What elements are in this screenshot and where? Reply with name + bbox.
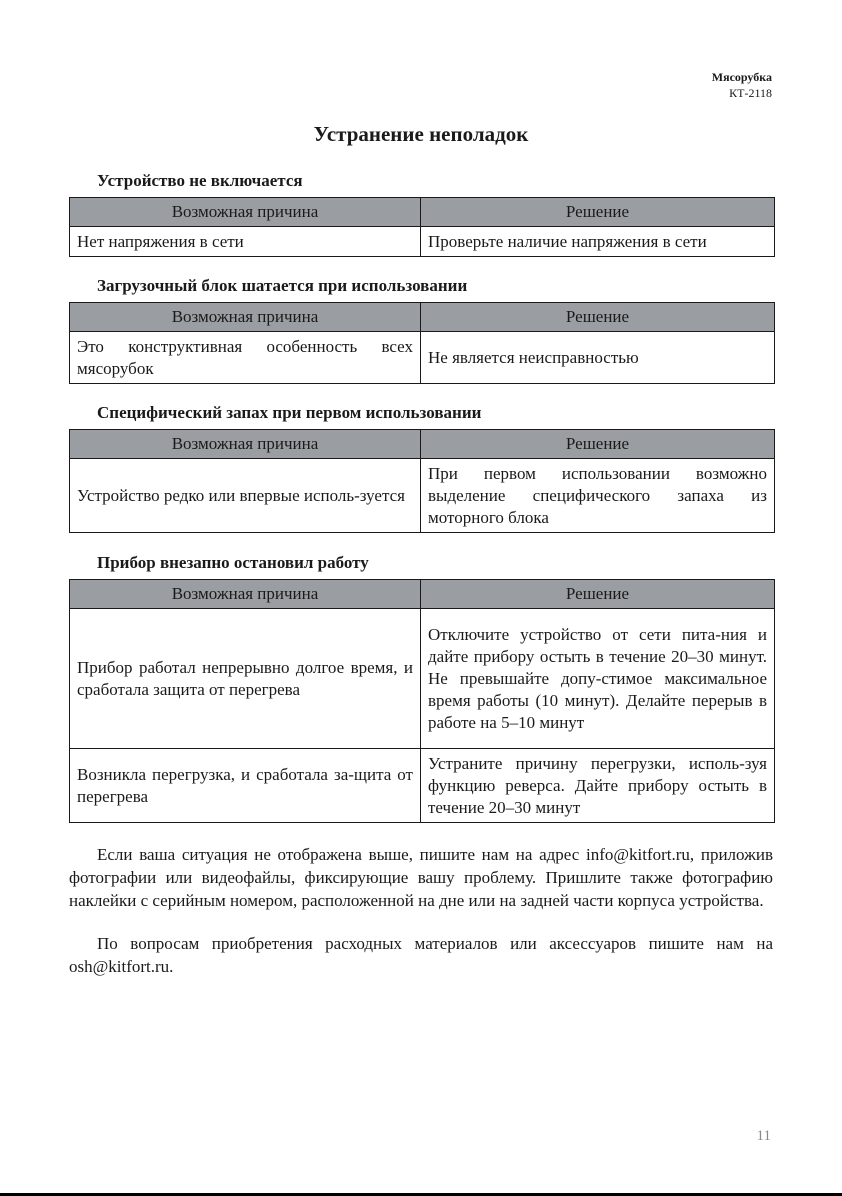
cause-cell: Нет напряжения в сети: [70, 227, 421, 257]
section-title: Загрузочный блок шатается при использовании: [97, 276, 468, 295]
cause-column-header: Возможная причина: [70, 580, 421, 609]
contact-paragraph: Если ваша ситуация не отображена выше, пишите нам на адрес info@kitfort.ru, приложив фотографии или видеофайлы, фиксирующие вашу проблему. Пришлите также фотографию наклейки с серийным номером, расположенной на дне или на задней части корпуса устройства.: [69, 845, 773, 910]
cause-cell: Устройство редко или впервые исполь-зуется: [70, 459, 421, 533]
model-number: КТ-2118: [729, 86, 772, 100]
troubleshooting-table: [69, 579, 775, 823]
table-header-row: [70, 303, 775, 332]
table-row: [70, 459, 775, 533]
cause-cell: Это конструктивная особенность всех мясорубок: [70, 332, 421, 384]
solution-cell: Устраните причину перегрузки, исполь-зуя функцию реверса. Дайте прибору остыть в течение 20–30 минут: [421, 749, 775, 823]
solution-column-header: Решение: [421, 198, 775, 227]
solution-cell: Отключите устройство от сети пита-ния и дайте прибору остыть в течение 20–30 минут. Не превышайте допу-стимое максимальное время работы (10 минут). Делайте перерыв в работе на 5–10 минут: [421, 609, 775, 749]
table-header-row: [70, 580, 775, 609]
page-title: Устранение неполадок: [313, 122, 529, 146]
cause-cell: Прибор работал непрерывно долгое время, и сработала защита от перегрева: [70, 609, 421, 749]
solution-column-header: Решение: [421, 430, 775, 459]
cause-cell: Возникла перегрузка, и сработала за-щита от перегрева: [70, 749, 421, 823]
troubleshooting-table: [69, 197, 775, 257]
solution-cell: Не является неисправностью: [421, 332, 775, 384]
accessories-paragraph: По вопросам приобретения расходных материалов или аксессуаров пишите нам на osh@kitfort.ru.: [69, 934, 773, 976]
solution-cell: При первом использовании возможно выделение специфического запаха из моторного блока: [421, 459, 775, 533]
table-header-row: [70, 198, 775, 227]
table-row: [70, 332, 775, 384]
cause-column-header: Возможная причина: [70, 198, 421, 227]
product-name: Мясорубка: [711, 70, 772, 84]
section-title: Прибор внезапно остановил работу: [97, 553, 369, 572]
table-row: [70, 609, 775, 749]
table-row: [70, 227, 775, 257]
page-header: [712, 69, 772, 101]
solution-column-header: Решение: [421, 303, 775, 332]
solution-column-header: Решение: [421, 580, 775, 609]
page-number: 11: [756, 1128, 771, 1144]
table-header-row: [70, 430, 775, 459]
troubleshooting-table: [69, 302, 775, 384]
section-title: Специфический запах при первом использовании: [97, 403, 482, 422]
table-row: [70, 749, 775, 823]
cause-column-header: Возможная причина: [70, 430, 421, 459]
solution-cell: Проверьте наличие напряжения в сети: [421, 227, 775, 257]
section-title: Устройство не включается: [97, 171, 303, 190]
cause-column-header: Возможная причина: [70, 303, 421, 332]
troubleshooting-table: [69, 429, 775, 533]
